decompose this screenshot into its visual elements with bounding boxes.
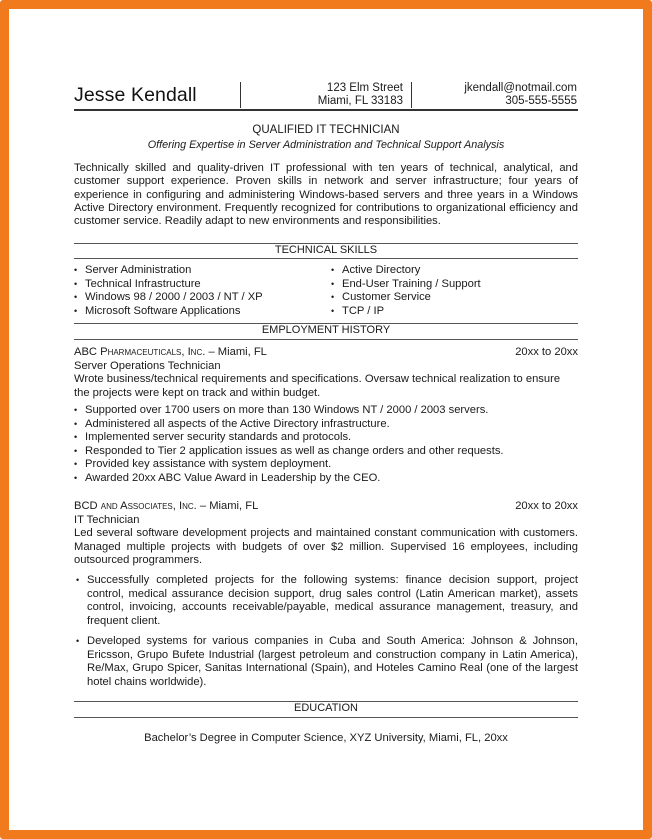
list-item: • Responded to Tier 2 application issues as well as change orders and other requests. bbox=[74, 445, 578, 459]
job-role: IT Technician bbox=[74, 513, 140, 526]
education-degree: Bachelor’s Degree in Computer Science, XYZ University, Miami, FL, 20xx bbox=[144, 732, 508, 744]
job-description: Led several software development projects and maintained constant communication with customers. Managed multiple projects with budgets of over $2 million. Supervised 16 employees, including outsourced programmers. bbox=[74, 527, 578, 566]
job-role: Server Operations Technician bbox=[74, 359, 221, 372]
list-item: • Supported over 1700 users on more than 130 Windows NT / 2000 / 2003 servers. bbox=[74, 404, 578, 418]
job-location: – Miami, FL bbox=[205, 346, 267, 358]
job-location: – Miami, FL bbox=[196, 500, 259, 512]
company-name: BCD and Associates, Inc. bbox=[74, 500, 197, 512]
header-divider-right bbox=[411, 82, 412, 108]
skills-list-right bbox=[331, 264, 481, 318]
skills-heading: TECHNICAL SKILLS bbox=[274, 244, 378, 256]
list-item: • Developed systems for various companies in Cuba and South America: Johnson & Johnson, Ericsson, Grupo Bufete Industrial (largest petroleum and construction company in Latin America), Re/Max, Grupo Spicer, Sanitas International (Spain), and Hoteles Camino Real (one of the largest hotel chains worldwide). bbox=[74, 635, 578, 689]
candidate-name: Jesse Kendall bbox=[74, 84, 197, 106]
skill-item: • Active Directory bbox=[331, 264, 481, 278]
list-item: • Successfully completed projects for the following systems: finance decision support, project control, medical assurance decision support, drug sales control (Latin American market), assets control, invoicing, accounts receivable/payable, medical assurance management, treasury, and frequent client. bbox=[74, 574, 578, 628]
skills-rule-bottom bbox=[74, 258, 578, 259]
city-state-zip: Miami, FL 33183 bbox=[317, 95, 403, 107]
skill-item: • Server Administration bbox=[74, 264, 263, 278]
header-rule bbox=[74, 109, 578, 111]
contact-block bbox=[418, 82, 577, 108]
skill-item: • Technical Infrastructure bbox=[74, 278, 263, 292]
skill-item: • TCP / IP bbox=[331, 305, 481, 319]
skill-item: • Windows 98 / 2000 / 2003 / NT / XP bbox=[74, 291, 263, 305]
skill-item: • Customer Service bbox=[331, 291, 481, 305]
job-bullets bbox=[74, 404, 578, 485]
list-item: • Awarded 20xx ABC Value Award in Leadership by the CEO. bbox=[74, 472, 578, 486]
education-rule-bottom bbox=[74, 717, 578, 718]
job-dates: 20xx to 20xx bbox=[515, 500, 578, 512]
skills-list-left bbox=[74, 264, 263, 318]
list-item: • Administered all aspects of the Active Directory infrastructure. bbox=[74, 418, 578, 432]
resume-title: QUALIFIED IT TECHNICIAN bbox=[252, 124, 400, 136]
resume-subtitle: Offering Expertise in Server Administration and Technical Support Analysis bbox=[147, 139, 505, 151]
education-heading: EDUCATION bbox=[294, 702, 358, 714]
job-header bbox=[74, 500, 578, 527]
address-block bbox=[240, 82, 403, 108]
job-bullets bbox=[74, 574, 578, 689]
skill-item: • End-User Training / Support bbox=[331, 278, 481, 292]
job-description: Wrote business/technical requirements and specifications. Oversaw technical realization to ensure the projects were kept on track and within budget. bbox=[74, 373, 561, 399]
employment-heading: EMPLOYMENT HISTORY bbox=[261, 324, 391, 336]
list-item: • Implemented server security standards and protocols. bbox=[74, 431, 578, 445]
skill-item: • Microsoft Software Applications bbox=[74, 305, 263, 319]
email-address: jkendall@notmail.com bbox=[464, 82, 577, 94]
job-dates: 20xx to 20xx bbox=[515, 346, 578, 358]
job-header bbox=[74, 346, 578, 373]
phone-number: 305-555-5555 bbox=[505, 95, 577, 107]
list-item: • Provided key assistance with system deployment. bbox=[74, 458, 578, 472]
street-address: 123 Elm Street bbox=[326, 82, 403, 94]
company-name: ABC Pharmaceuticals, Inc. bbox=[74, 346, 206, 358]
employment-rule-bottom bbox=[74, 339, 578, 340]
summary-paragraph: Technically skilled and quality-driven IT professional with ten years of technical, analytical, and customer support experience. Proven skills in network and server infrastructure; four years of experience in configuring and administering Windows-based servers and three years in a Windows Active Directory environment. Frequently recognized for contributions to organizational efficiency and customer service. Readily adapt to new environments and responsibilities. bbox=[74, 162, 578, 228]
